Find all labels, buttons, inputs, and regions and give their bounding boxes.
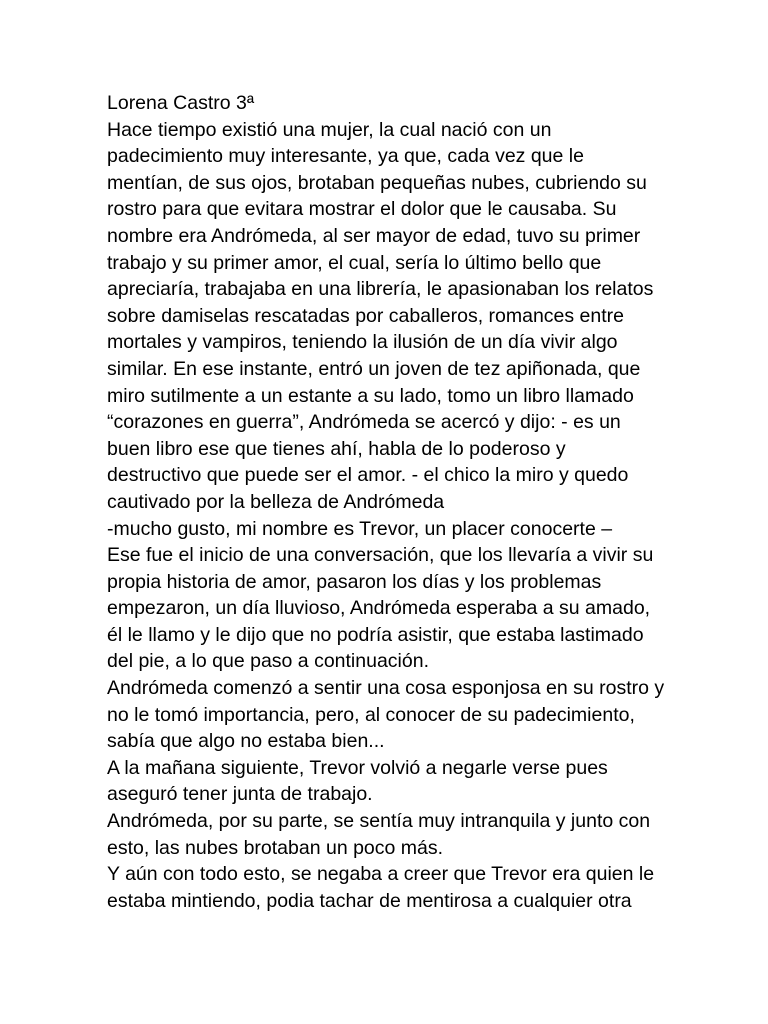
author-line: Lorena Castro 3ª: [107, 92, 255, 114]
text-line: sabía que algo no estaba bien...: [107, 730, 385, 753]
text-line: A la mañana siguiente, Trevor volvió a negarle verse pues: [107, 756, 608, 779]
text-line: Andrómeda comenzó a sentir una cosa esponjosa en su rostro y: [107, 677, 665, 700]
text-line: propia historia de amor, pasaron los días y los problemas: [107, 570, 602, 593]
text-line: Ese fue el inicio de una conversación, que los llevaría a vivir su: [107, 544, 654, 567]
text-line: trabajo y su primer amor, el cual, sería lo último bello que: [107, 251, 602, 274]
text-line: empezaron, un día lluvioso, Andrómeda esperaba a su amado,: [107, 597, 651, 620]
text-line: destructivo que puede ser el amor. - el chico la miro y quedo: [107, 464, 629, 487]
text-line: estaba mintiendo, podia tachar de mentirosa a cualquier otra: [107, 889, 632, 912]
text-line: rostro para que evitara mostrar el dolor que le causaba. Su: [107, 198, 617, 221]
text-line: mentían, de sus ojos, brotaban pequeñas nubes, cubriendo su: [107, 171, 647, 194]
text-line: similar. En ese instante, entró un joven de tez apiñonada, que: [107, 357, 641, 380]
text-line: no le tomó importancia, pero, al conocer de su padecimiento,: [107, 703, 635, 726]
text-line: aseguró tener junta de trabajo.: [107, 783, 373, 806]
text-line: -mucho gusto, mi nombre es Trevor, un placer conocerte –: [107, 517, 613, 540]
text-line: cautivado por la belleza de Andrómeda: [107, 490, 445, 513]
text-line: mortales y vampiros, teniendo la ilusión de un día vivir algo: [107, 331, 618, 354]
text-line: Hace tiempo existió una mujer, la cual nació con un: [107, 118, 552, 141]
text-line: Andrómeda, por su parte, se sentía muy intranquila y junto con: [107, 810, 651, 833]
text-line: buen libro ese que tienes ahí, habla de lo poderoso y: [107, 437, 566, 460]
text-line: esto, las nubes brotaban un poco más.: [107, 836, 444, 859]
text-line: del pie, a lo que paso a continuación.: [107, 650, 429, 673]
text-line: “corazones en guerra”, Andrómeda se acercó y dijo: - es un: [107, 411, 621, 434]
text-line: él le llamo y le dijo que no podría asistir, que estaba lastimado: [107, 623, 644, 646]
text-line: padecimiento muy interesante, ya que, cada vez que le: [107, 145, 584, 168]
text-line: Y aún con todo esto, se negaba a creer que Trevor era quien le: [107, 863, 655, 886]
text-line: sobre damiselas rescatadas por caballeros, romances entre: [107, 304, 625, 327]
text-line: miro sutilmente a un estante a su lado, tomo un libro llamado: [107, 384, 634, 407]
text-line: apreciaría, trabajaba en una librería, le apasionaban los relatos: [107, 278, 654, 301]
text-line: nombre era Andrómeda, al ser mayor de edad, tuvo su primer: [107, 224, 641, 247]
document-page: [107, 90, 747, 914]
